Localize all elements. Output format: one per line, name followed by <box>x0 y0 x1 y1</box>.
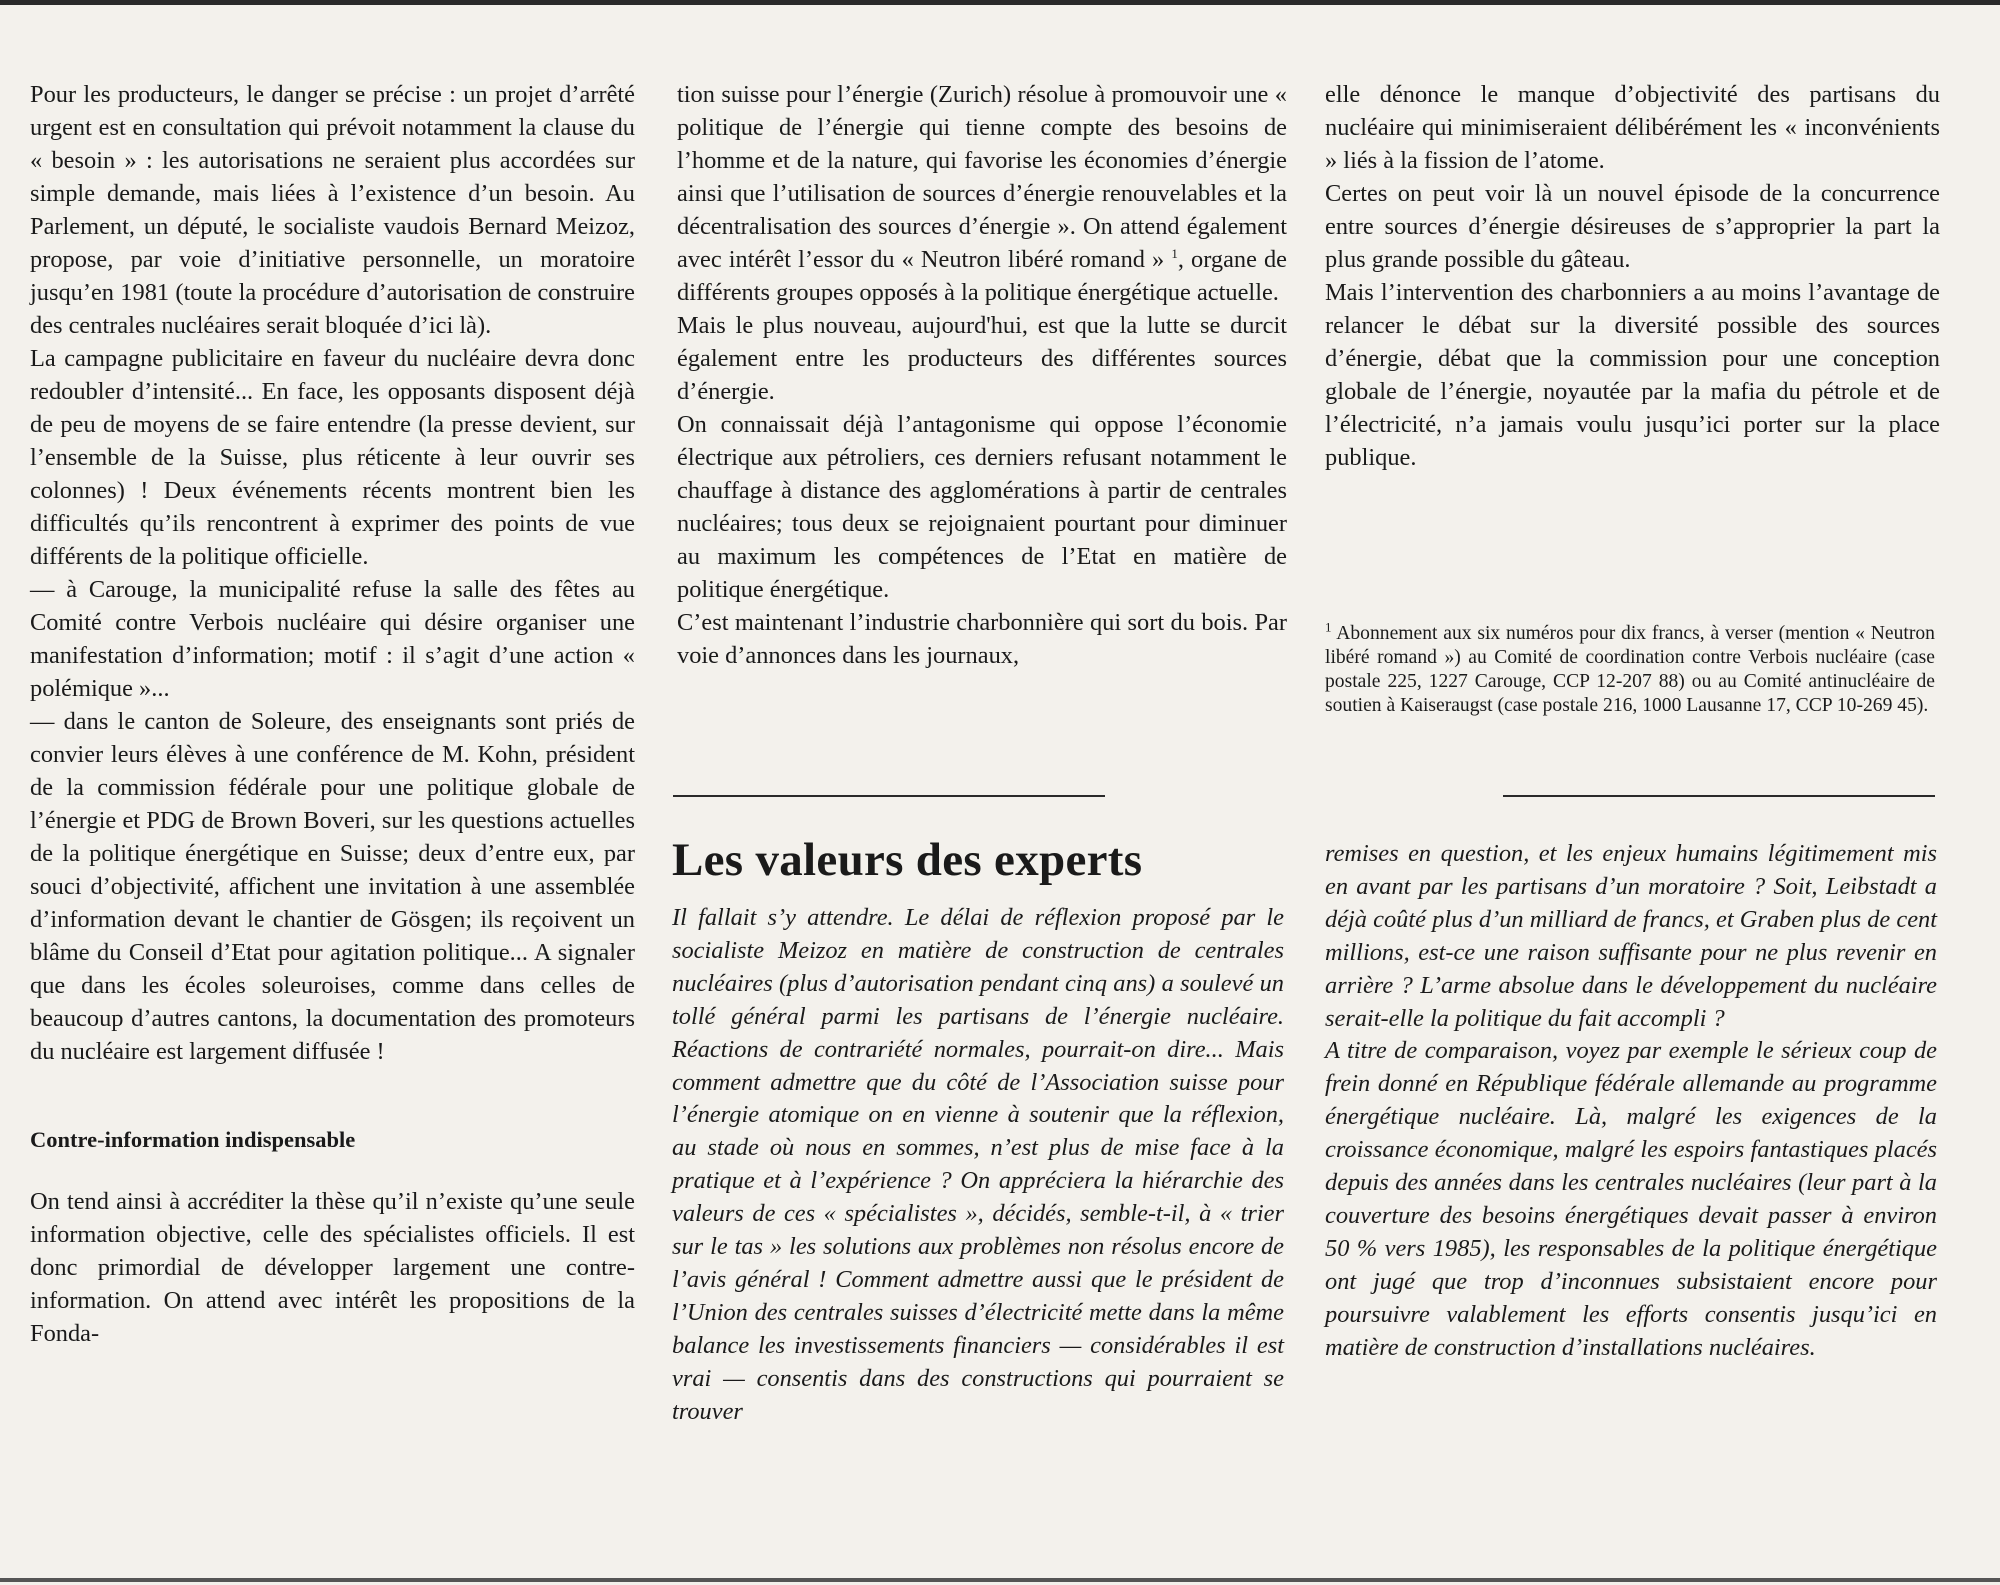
editorial-title: Les valeurs des experts <box>672 834 1143 886</box>
paragraph: Pour les producteurs, le danger se précise : un projet d’arrêté urgent est en consultation qui prévoit notamment la clause du « besoin » : les autorisations ne seraient plus accordées sur simple demande, mais liées à l’existence d’un besoin. Au Parlement, un député, le socialiste vaudois Bernard Meizoz, propose, par voie d’initiative personnelle, un moratoire jusqu’en 1981 (toute la procédure d’autorisation de construire des centrales nucléaires serait bloquée d’ici là). <box>30 81 635 339</box>
paragraph <box>677 78 1287 309</box>
paragraph: remises en question, et les enjeux humains légitimement mis en avant par les partisans d’un moratoire ? Soit, Leibstadt a déjà coûté plus d’un milliard de francs, et Graben plus de cent millions, est-ce une raison suffisante pour ne plus revenir en arrière ? L’arme absolue dans le développement du nucléaire serait-elle la politique du fait accompli ? <box>1325 840 1937 1032</box>
paragraph-text: , organe de différents groupes opposés à la politique énergétique actuelle. <box>677 246 1288 306</box>
bottom-border-rule <box>0 1578 2000 1582</box>
paragraph: — dans le canton de Soleure, des enseignants sont priés de convier leurs élèves à une conférence de M. Kohn, président de la commission fédérale pour une politique globale de l’énergie et PDG de Brown Boveri, sur les questions actuelles de la politique énergétique en Suisse; deux d’entre eux, par souci d’objectivité, affichent une invitation à une assemblée d’information devant le chantier de Gösgen; ils reçoivent un blâme du Conseil d’Etat pour agitation politique... A signaler que dans les écoles soleuroises, comme dans celles de beaucoup d’autres cantons, la documentation des promoteurs du nucléaire est largement diffusée ! <box>30 708 635 1065</box>
paragraph: On tend ainsi à accréditer la thèse qu’il n’existe qu’une seule information objective, celle des spécialistes officiels. Il est donc primordial de développer largement une contre-information. On attend avec intérêt les propositions de la Fonda- <box>30 1188 635 1347</box>
paragraph: Certes on peut voir là un nouvel épisode de la concurrence entre sources d’énergie désireuses de s’approprier la part la plus grande possible du gâteau. <box>1325 180 1940 273</box>
editorial-column-left <box>672 902 1284 1429</box>
paragraph: Mais l’intervention des charbonniers a au moins l’avantage de relancer le débat sur la diversité possible des sources d’énergie, débat que la commission pour une conception globale de l’énergie, noyautée par la mafia du pétrole et de l’électricité, n’a jamais voulu jusqu’ici porter sur la place publique. <box>1325 279 1940 471</box>
paragraph: — à Carouge, la municipalité refuse la salle des fêtes au Comité contre Verbois nucléaire qui désire organiser une manifestation d’information; motif : il s’agit d’une action « polémique »... <box>30 576 635 702</box>
article-column-2 <box>677 78 1287 672</box>
paragraph: La campagne publicitaire en faveur du nucléaire devra donc redoubler d’intensité... En face, les opposants disposent déjà de peu de moyens de se faire entendre (la presse devient, sur l’ensemble de la Suisse, plus réticente à leur ouvrir ses colonnes) ! Deux événements récents montrent bien les difficultés qu’ils rencontrent à exprimer des points de vue différents de la politique officielle. <box>30 345 635 570</box>
footnote-number: 1 <box>1325 619 1332 635</box>
paragraph: Il fallait s’y attendre. Le délai de réflexion proposé par le socialiste Meizoz en matière de construction de centrales nucléaires (plus d’autorisation pendant cinq ans) a soulevé un tollé général parmi les partisans de l’énergie nucléaire. Réactions de contrariété normales, pourrait-on dire... Mais comment admettre que du côté de l’Association suisse pour l’énergie atomique on en vienne à soutenir que la réflexion, au stade où nous en sommes, n’est plus de mise face à la pratique et à l’expérience ? On appréciera la hiérarchie des valeurs de ces « spécialistes », décidés, semble-t-il, à « trier sur le tas » les solutions aux problèmes non résolus encore de l’avis général ! Comment admettre aussi que le président de l’Union des centrales suisses d’électricité mette dans la même balance les investissements financiers — considérables il est vrai — consentis dans des constructions qui pourraient se trouver <box>672 904 1284 1425</box>
article-column-3 <box>1325 78 1940 474</box>
footnote-divider <box>1503 795 1935 797</box>
paragraph: A titre de comparaison, voyez par exemple le sérieux coup de frein donné en République fédérale allemande au programme énergétique nucléaire. Là, malgré les exigences de la croissance économique, malgré les espoirs fantastiques placés depuis des années dans les centrales nucléaires (leur part à la couverture des besoins énergétiques devait passer à environ 50 % vers 1985), les responsables de la politique énergétique ont jugé que trop d’inconnues subsistaient encore pour poursuivre valablement les efforts consentis jusqu’ici en matière de construction d’installations nucléaires. <box>1325 1037 1937 1361</box>
section-divider <box>673 795 1105 797</box>
editorial-column-right <box>1325 838 1937 1365</box>
paragraph: C’est maintenant l’industrie charbonnière qui sort du bois. Par voie d’annonces dans les journaux, <box>677 609 1287 669</box>
paragraph: Mais le plus nouveau, aujourd'hui, est que la lutte se durcit également entre les producteurs des différentes sources d’énergie. <box>677 312 1287 405</box>
footnote-reference: 1 <box>1171 245 1178 261</box>
article-column-1 <box>30 78 635 1350</box>
footnote-body: Abonnement aux six numéros pour dix francs, à verser (mention « Neutron libéré romand ») au Comité de coordination contre Verbois nucléaire (case postale 225, 1227 Carouge, CCP 12-207 88) ou au Comité antinucléaire de soutien à Kaiseraugst (case postale 216, 1000 Lausanne 17, CCP 10-269 45). <box>1325 623 1935 716</box>
top-border-rule <box>0 0 2000 5</box>
paragraph: On connaissait déjà l’antagonisme qui oppose l’économie électrique aux pétroliers, ces derniers refusant notamment le chauffage à distance des agglomérations à partir de centrales nucléaires; tous deux se rejoignaient pourtant pour diminuer au maximum les compétences de l’Etat en matière de politique énergétique. <box>677 411 1287 603</box>
footnote <box>1325 619 1935 718</box>
paragraph-text: tion suisse pour l’énergie (Zurich) résolue à promouvoir une « politique de l’énergie qui tienne compte des besoins de l’homme et de la nature, qui favorise les économies d’énergie ainsi que l’utilisation de sources d’énergie renouvelables et la décentralisation des sources d’énergie ». On attend également avec intérêt l’essor du « Neutron libéré romand » <box>677 81 1287 273</box>
paragraph: elle dénonce le manque d’objectivité des partisans du nucléaire qui minimiseraient délibérément les « inconvénients » liés à la fission de l’atome. <box>1325 81 1940 174</box>
footnote-text <box>1325 619 1935 718</box>
subheading: Contre-information indispensable <box>30 1127 356 1152</box>
